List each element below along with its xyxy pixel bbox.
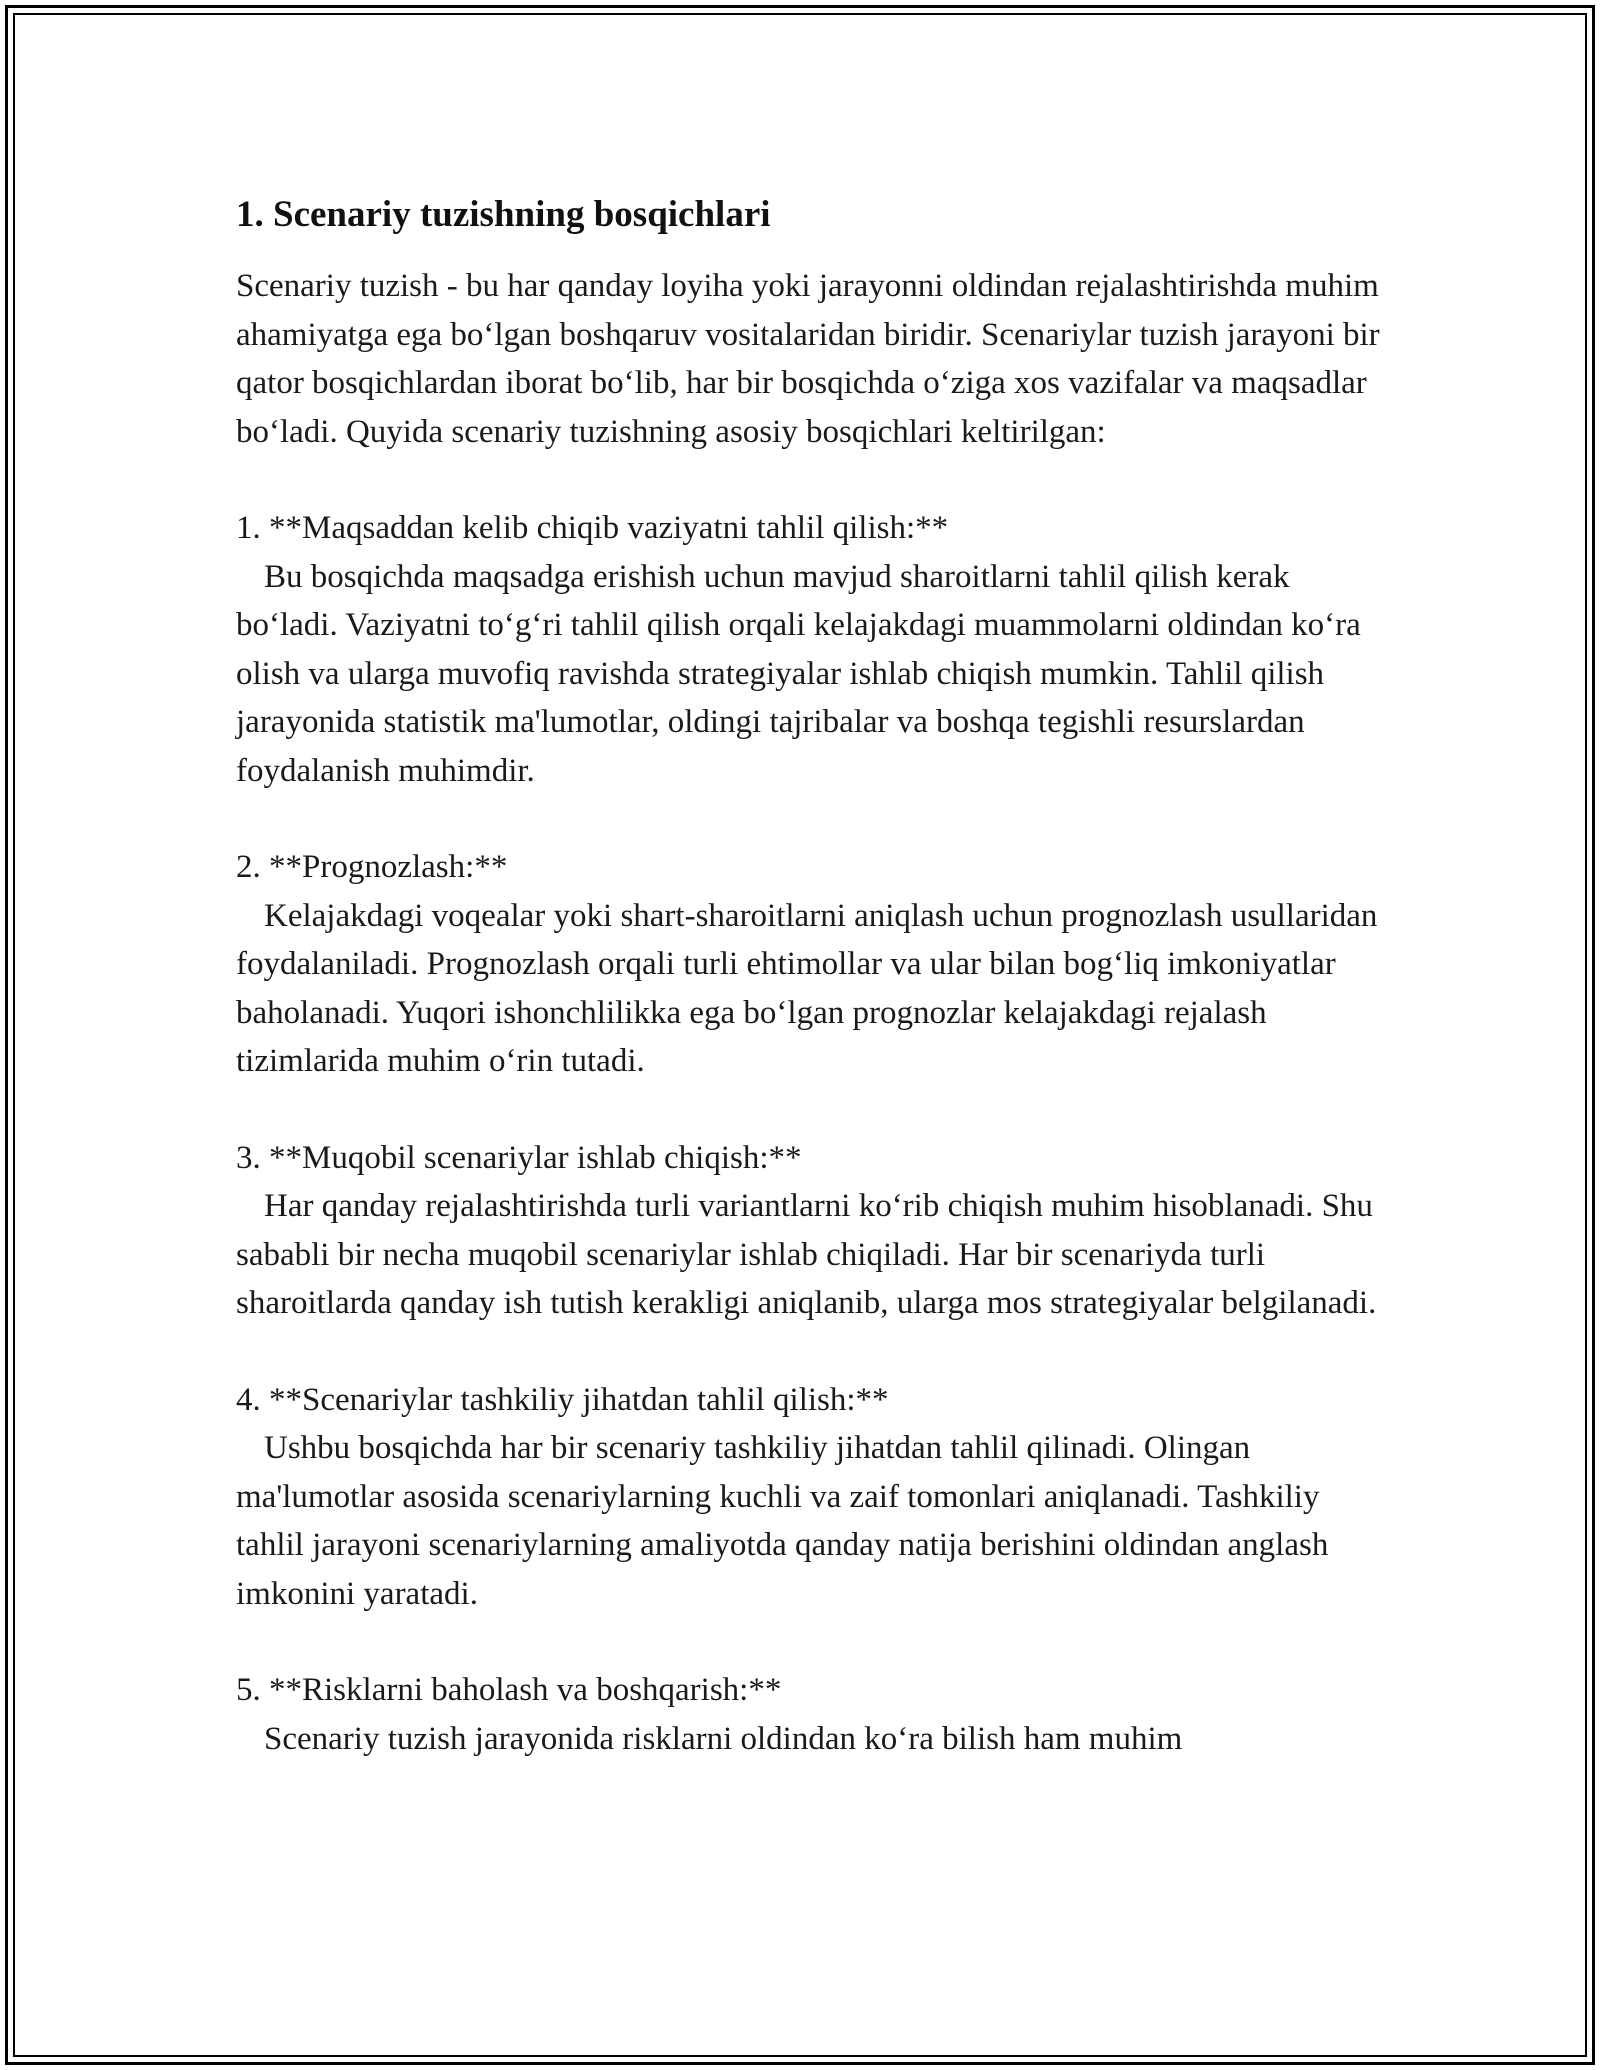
- section-1: [236, 504, 1386, 795]
- section-heading: 3. **Muqobil scenariylar ishlab chiqish:**: [236, 1139, 802, 1176]
- section-body: Bu bosqichda maqsadga erishish uchun mavjud sharoitlarni tahlil qilish kerak bo‘ladi. Vaziyatni to‘g‘ri tahlil qilish orqali kelajakdagi muammolarni oldindan ko‘ra olish va ularga muvofiq ravishda strategiyalar ishlab chiqish mumkin. Tahlil qilish jarayonida statistik ma'lumotlar, oldingi tajribalar va boshqa tegishli resurslardan foydalanish muhimdir.: [236, 558, 1361, 789]
- section-heading: 2. **Prognozlash:**: [236, 849, 508, 885]
- intro-paragraph: Scenariy tuzish - bu har qanday loyiha yoki jarayonni oldindan rejalashtirishda muhim ahamiyatga ega bo‘lgan boshqaruv vositalaridan biridir. Scenariylar tuzish jarayoni bir qator bosqichlardan iborat bo‘lib, har bir bosqichda o‘ziga xos vazifalar va maqsadlar bo‘ladi. Quyida scenariy tuzishning asosiy bosqichlari keltirilgan:: [236, 268, 1388, 450]
- section-heading: 1. **Maqsaddan kelib chiqib vaziyatni tahlil qilish:**: [236, 510, 949, 546]
- section-3: [236, 1134, 1386, 1328]
- document-title: 1. Scenariy tuzishning bosqichlari: [236, 194, 771, 235]
- section-body: Scenariy tuzish jarayonida risklarni oldindan ko‘ra bilish ham muhim: [264, 1720, 1183, 1757]
- section-2: [236, 843, 1386, 1086]
- section-heading: 5. **Risklarni baholash va boshqarish:**: [236, 1672, 782, 1708]
- section-heading: 4. **Scenariylar tashkiliy jihatdan tahlil qilish:**: [236, 1381, 889, 1418]
- section-body: Kelajakdagi voqealar yoki shart-sharoitlarni aniqlash uchun prognozlash usullaridan foydalaniladi. Prognozlash orqali turli ehtimollar va ular bilan bog‘liq imkoniyatlar baholanadi. Yuqori ishonchlilikka ega bo‘lgan prognozlar kelajakdagi rejalash tizimlarida muhim o‘rin tutadi.: [236, 897, 1378, 1079]
- section-body: Ushbu bosqichda har bir scenariy tashkiliy jihatdan tahlil qilinadi. Olingan ma'lumotlar asosida scenariylarning kuchli va zaif tomonlari aniqlanadi. Tashkiliy tahlil jarayoni scenariylarning amaliyotda qanday natija berishini oldindan anglash imkonini yaratadi.: [236, 1430, 1329, 1612]
- section-4: [236, 1376, 1386, 1619]
- document-content: [236, 186, 1386, 1763]
- section-body: Har qanday rejalashtirishda turli variantlarni ko‘rib chiqish muhim hisoblanadi. Shu sababli bir necha muqobil scenariylar ishlab chiqiladi. Har bir scenariyda turli sharoitlarda qanday ish tutish kerakligi aniqlanib, ularga mos strategiyalar belgilanadi.: [236, 1188, 1377, 1321]
- section-5: [236, 1666, 1386, 1763]
